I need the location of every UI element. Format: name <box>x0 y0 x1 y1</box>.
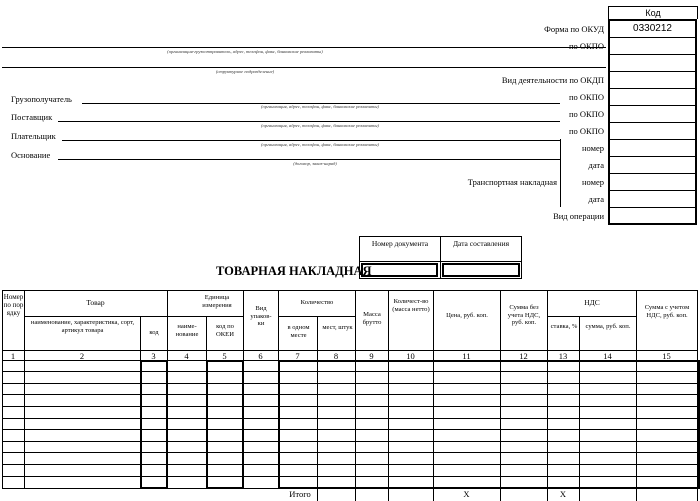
okud-code-value: 0330212 <box>633 23 672 34</box>
col-header-vat-rate: ставка, % <box>550 323 578 330</box>
col-number: 13 <box>558 351 568 361</box>
doc-number-header: Номер документа <box>371 239 429 248</box>
col-header-net: Количест-во (масса нетто) <box>392 298 430 313</box>
okud-label: Форма по ОКУД <box>544 24 604 34</box>
col-header-qty: Количество <box>300 299 334 306</box>
document-title: ТОВАРНАЯ НАКЛАДНАЯ <box>216 264 372 278</box>
col-number: 8 <box>333 351 339 361</box>
payer-hint: (организация, адрес, телефон, факс, банковские реквизиты) <box>261 142 379 147</box>
department-hint: (структурное подразделение) <box>215 69 275 74</box>
col-number: 7 <box>295 351 300 361</box>
shipper-hint: (организация-грузоотправитель, адрес, телефон, факс, банковские реквизиты) <box>167 49 323 54</box>
transport-date-label: дата <box>588 194 604 204</box>
col-number: 3 <box>151 351 156 361</box>
basis-number-label: номер <box>581 143 604 153</box>
col-number: 11 <box>462 351 471 361</box>
basis-label: Основание <box>11 150 51 160</box>
okpo-label-consignee: по ОКПО <box>568 92 604 102</box>
doc-date-header: Дата составления <box>452 239 510 248</box>
okdp-label: Вид деятельности по ОКДП <box>501 75 604 85</box>
transport-number-label: номер <box>581 177 604 187</box>
col-header-gross: Масса брутто <box>362 311 382 326</box>
total-vat-rate-x-mark: Х <box>559 489 567 499</box>
col-number: 15 <box>662 351 671 361</box>
okpo-label-supplier: по ОКПО <box>568 109 604 119</box>
col-header-unit-okei: код по ОКЕИ <box>216 323 234 338</box>
code-column-header: Код <box>608 6 698 19</box>
basis-date-label: дата <box>588 160 604 170</box>
col-header-code: код <box>149 329 159 336</box>
consignee-hint: (организация, адрес, телефон, факс, банковские реквизиты) <box>261 104 379 109</box>
transport-invoice-label: Транспортная накладная <box>467 177 557 187</box>
col-header-number: Номер по порядку <box>3 293 24 318</box>
total-label: Итого <box>289 489 311 499</box>
col-number: 2 <box>79 351 85 361</box>
col-number: 14 <box>603 351 612 361</box>
col-header-goods: Товар <box>86 298 105 307</box>
col-number: 5 <box>222 351 227 361</box>
col-header-unit: Единица измерения <box>202 294 232 309</box>
col-header-unit-name: наиме-нование <box>175 323 199 338</box>
okpo-label-payer: по ОКПО <box>568 126 604 136</box>
col-header-pack: Вид упаков-ки <box>250 305 272 328</box>
col-number: 10 <box>406 351 415 361</box>
consignee-label: Грузополучатель <box>11 94 72 104</box>
col-header-sum-vat: Сумма с учетом НДС, руб. коп. <box>644 304 690 319</box>
col-header-price: Цена, руб. коп. <box>446 312 488 319</box>
operation-type-label: Вид операции <box>553 211 604 221</box>
col-number: 9 <box>369 351 374 361</box>
okpo-label: по ОКПО <box>568 41 604 51</box>
basis-hint: (договор, заказ-наряд) <box>293 161 337 166</box>
supplier-label: Поставщик <box>11 112 53 122</box>
col-number: 6 <box>258 351 263 361</box>
col-header-vat-sum: сумма, руб. коп. <box>585 323 631 330</box>
col-header-qty-places: мест, штук <box>322 324 353 331</box>
col-number: 12 <box>519 351 528 361</box>
total-price-x-mark: Х <box>463 489 470 499</box>
col-number: 1 <box>10 351 16 361</box>
col-header-goods-name: наименование, характеристика, сорт, артикул товара <box>30 319 135 334</box>
col-header-sum-novat: Сумма без учета НДС, руб. коп. <box>507 304 541 327</box>
payer-label: Плательщик <box>11 131 56 141</box>
col-number: 4 <box>184 351 189 361</box>
supplier-hint: (организация, адрес, телефон, факс, банковские реквизиты) <box>261 123 379 128</box>
col-header-qty-one: в одном месте <box>287 324 310 339</box>
col-header-vat: НДС <box>584 298 600 307</box>
